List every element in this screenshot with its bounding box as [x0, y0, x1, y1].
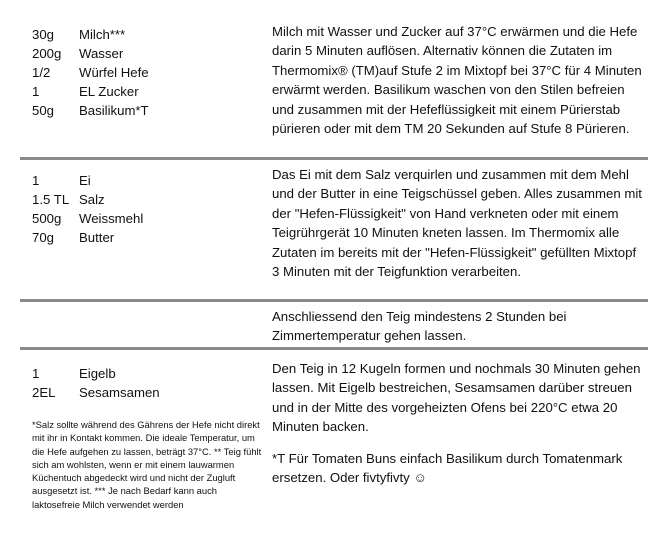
ingredient-quantity: 1.5 TL — [32, 192, 70, 207]
note-text: *T Für Tomaten Buns einfach Basilikum durch Tomatenmark ersetzen. Oder fivtyfivty ☺ — [272, 451, 623, 486]
ingredient-name: Wasser — [79, 46, 124, 61]
ingredient-row — [32, 383, 160, 402]
ingredient-quantity: 1 — [32, 366, 40, 381]
ingredient-name: Eigelb — [79, 366, 116, 381]
ingredient-row — [32, 190, 143, 209]
ingredient-row — [32, 101, 149, 120]
section-divider — [20, 347, 648, 350]
instruction-text: Den Teig in 12 Kugeln formen und nochmals 30 Minuten gehen lassen. Mit Eigelb bestreichen, Sesamsamen darüber streuen und in der Mitte des vorgeheizten Ofens bei 220°C etwa 20 Minuten backen. — [272, 361, 641, 435]
footnote — [32, 418, 264, 511]
ingredient-name: Sesamsamen — [79, 385, 160, 400]
ingredient-quantity: 1 — [32, 84, 40, 99]
ingredient-quantity: 50g — [32, 103, 55, 118]
ingredient-quantity: 70g — [32, 230, 55, 245]
ingredient-row — [32, 25, 149, 44]
instructions-step-3 — [272, 307, 642, 346]
section-divider — [20, 299, 648, 302]
ingredient-list-dough-liquid — [32, 25, 149, 120]
ingredient-name: Würfel Hefe — [79, 65, 149, 80]
ingredient-row — [32, 228, 143, 247]
ingredient-quantity: 30g — [32, 27, 55, 42]
ingredient-name: EL Zucker — [79, 84, 139, 99]
ingredient-row — [32, 364, 160, 383]
ingredient-name: Ei — [79, 173, 91, 188]
ingredient-name: Milch*** — [79, 27, 126, 42]
ingredient-quantity: 1 — [32, 173, 40, 188]
ingredient-name: Salz — [79, 192, 105, 207]
ingredient-row — [32, 63, 149, 82]
ingredient-list-topping — [32, 364, 160, 402]
ingredient-row — [32, 209, 143, 228]
ingredient-list-dough — [32, 171, 143, 247]
section-divider — [20, 157, 648, 160]
ingredient-row — [32, 82, 149, 101]
ingredient-name: Weissmehl — [79, 211, 144, 226]
ingredient-quantity: 500g — [32, 211, 62, 226]
ingredient-quantity: 200g — [32, 46, 62, 61]
instruction-text: Milch mit Wasser und Zucker auf 37°C erwärmen und die Hefe darin 5 Minuten auflösen. Alternativ können die Zutaten im Thermomix® (TM)auf Stufe 2 im Mixtopf bei 37°C für 4 Minuten erwärmt werden. Basilikum waschen von den Stilen befreien und zusammen mit der Hefeflüssigkeit mit einem Pürierstab pürieren oder mit dem TM 20 Sekunden auf Stufe 8 Pürieren. — [272, 24, 642, 137]
tomato-variant-note — [272, 449, 642, 488]
instructions-step-1 — [272, 22, 642, 138]
footnote-text: *Salz sollte während des Gährens der Hefe nicht direkt mit ihr in Kontakt kommen. Die ideale Temperatur, um die Hefe aufgehen zu lassen, beträgt 37°C. ** Teig fühlt sich am wohlsten, wenn er mit einem lauwarmen Küchentuch abgedeckt wird und nicht der Zugluft ausgesetzt ist. *** Je nach Bedarf kann auch laktosefreie Milch verwendet werden — [32, 419, 262, 510]
instructions-step-2 — [272, 165, 642, 281]
instruction-text: Das Ei mit dem Salz verquirlen und zusammen mit dem Mehl und der Butter in eine Teigschüssel geben. Alles zusammen mit der "Hefen-Flüssigkeit" von Hand verkneten oder mit einem Teigrührgerät 10 Minuten kneten lassen. Im Thermomix alle Zutaten im bereits mit der "Hefen-Flüssigkeit" gefüllten Mixtopf 3 Minuten mit der Teigfunktion verarbeiten. — [272, 167, 642, 280]
ingredient-row — [32, 44, 149, 63]
ingredient-name: Basilikum*T — [79, 103, 149, 118]
ingredient-row — [32, 171, 143, 190]
ingredient-quantity: 1/2 — [32, 65, 51, 80]
instructions-step-4 — [272, 359, 642, 437]
ingredient-name: Butter — [79, 230, 115, 245]
instruction-text: Anschliessend den Teig mindestens 2 Stunden bei Zimmertemperatur gehen lassen. — [272, 309, 567, 344]
ingredient-quantity: 2EL — [32, 385, 56, 400]
